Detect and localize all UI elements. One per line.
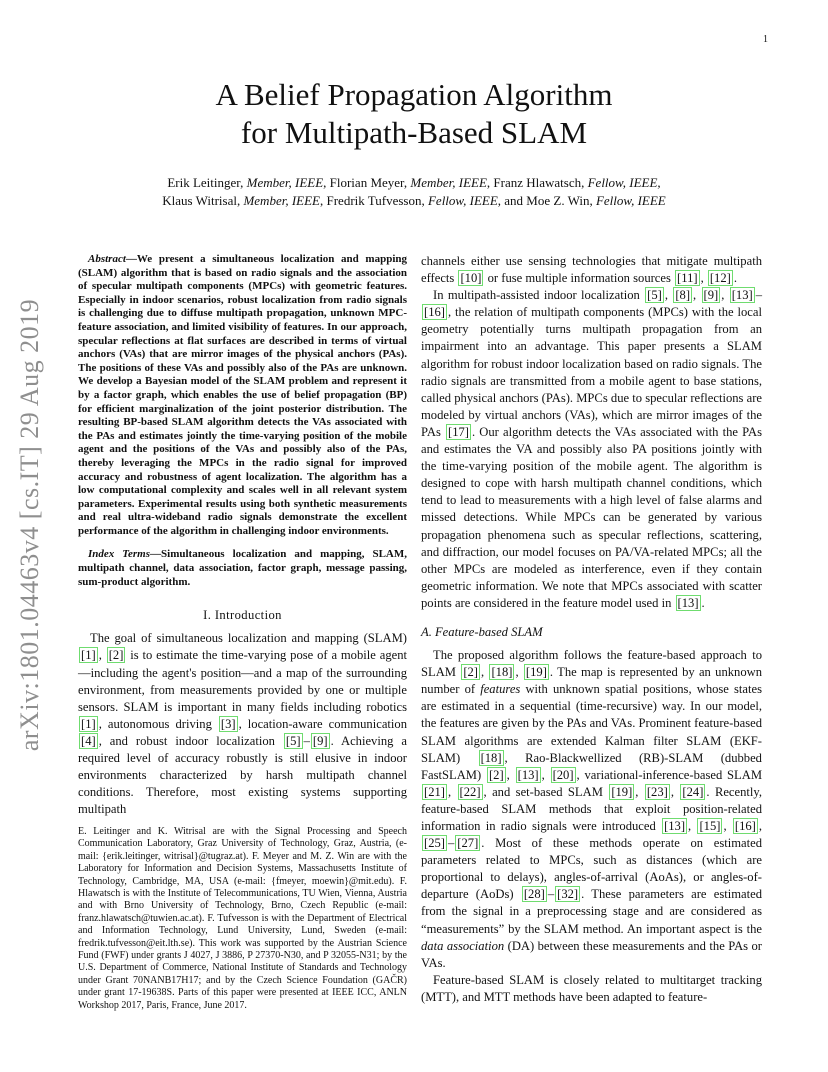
paragraph-text: – [755, 288, 762, 303]
citation-link[interactable]: [1] [81, 716, 96, 731]
citation-link[interactable]: [16] [734, 819, 756, 833]
paragraph-text: . The map is represented by an unknown number of [421, 665, 763, 697]
paragraph-text: is to estimate the time-varying pose of a mobile agent—including the agent's position—and a map of the surrounding environment, from measurements provided by one or multiple sensors. SLAM is important in many fields including robotics [78, 648, 407, 714]
arxiv-identifier-text: arXiv:1801.04463v4 [cs.IT] 29 Aug 2019 [15, 298, 44, 752]
abstract-text: —We present a simultaneous localization and mapping (SLAM) algorithm that is based on radio signals and the association of specular multipath components (MPCs) with geometric features. Especially in indoor scenarios, robust localization from radio signals is challenging due to diffuse multipath propagation, unknown MPC-feature association, and limited visibility of features. In our approach, specular reflections at flat surfaces are described in terms of virtual anchors (VAs) that are mirror images of the physical anchors (PAs). The positions of these VAs and possibly also of the PAs are unknown. We develop a Bayesian model of the SLAM problem and represent it by a factor graph, which enables the use of belief propagation (BP) for efficient marginalization of the joint posterior distribution. The resulting BP-based SLAM algorithm detects the VAs associated with the PAs and estimates jointly the time-varying position of the mobile agent and the positions of the VAs and possibly also of the PAs, thereby leveraging the MPCs in the radio signal for improved accuracy and robustness of agent localization. The algorithm has a low computational complexity and scales well in all relevant system parameters. Experimental results using both synthetic measurements and real ultra-wideband radio signals demonstrate the excellent performance of the algorithm in challenging indoor environments. [78, 253, 407, 537]
paragraph-text: The goal of simultaneous localization and mapping (SLAM) [90, 631, 407, 646]
citation-link[interactable]: [10] [460, 271, 482, 286]
right-paragraph-3 [421, 647, 762, 972]
citation-link[interactable]: [17] [448, 424, 469, 439]
paragraph-text: . These parameters are estimated from the signal in a preprocessing stage and are considered as “measurements” by the SLAM method. An important aspect is the [421, 887, 762, 936]
citation-link[interactable]: [2] [108, 648, 124, 663]
citation-link[interactable]: [20] [552, 767, 574, 782]
paragraph-text: . [733, 271, 737, 286]
citation-link[interactable]: [2] [488, 767, 504, 782]
author-name: Klaus Witrisal, [162, 193, 244, 208]
citation-link[interactable]: [9] [703, 288, 719, 303]
index-terms [78, 548, 407, 589]
author-line-2 [90, 192, 738, 210]
author-membership: Fellow, IEEE, [587, 175, 661, 190]
citation-link[interactable]: [25] [424, 836, 445, 851]
citation-link[interactable]: [15] [699, 819, 721, 833]
citation-link[interactable]: [11] [677, 271, 698, 286]
citation-link[interactable]: [19] [611, 784, 633, 799]
author-membership: Fellow, IEEE [595, 193, 666, 208]
paragraph-text: – [303, 733, 310, 748]
author-name: , and Moe Z. Win, [497, 193, 596, 208]
intro-paragraph-1 [78, 630, 407, 818]
author-name: Erik Leitinger, [167, 175, 247, 190]
paragraph-text: – [447, 836, 455, 851]
paragraph-text: , [723, 819, 732, 833]
paragraph-text: In multipath-assisted indoor localization [433, 288, 645, 303]
paragraph-text: or fuse multiple information sources [484, 271, 675, 286]
section-heading-introduction: I. Introduction [203, 608, 282, 623]
citation-link[interactable]: [32] [557, 887, 579, 902]
title-block [90, 76, 738, 210]
paragraph-text: (DA) between these measurements and the PAs or VAs. [421, 938, 762, 970]
citation-link[interactable]: [19] [525, 665, 547, 680]
citation-link[interactable]: [12] [709, 271, 731, 286]
citation-link[interactable]: [3] [220, 716, 236, 731]
paragraph-text: . Achieving a required level of accuracy robustly is still elusive in indoor environments characterized by harsh multipath channel conditions. Therefore, most existing systems supporting multipath [78, 733, 407, 817]
paragraph-text: – [547, 887, 555, 902]
citation-link[interactable]: [9] [312, 733, 328, 748]
paragraph-text: , [481, 665, 489, 680]
citation-link[interactable]: [4] [81, 733, 96, 748]
citation-link[interactable]: [1] [81, 648, 96, 663]
paragraph-text: with unknown spatial positions, whose states are estimated in a sequential (time-recursive) way. In our model, the features are given by the PAs and VAs. Prominent feature-based SLAM algorithms are extended Kalman filter SLAM (EKF-SLAM) [421, 682, 762, 765]
citation-link[interactable]: [13] [677, 595, 699, 610]
right-paragraph-4 [421, 972, 762, 1006]
author-membership: Fellow, IEEE [427, 193, 498, 208]
paragraph-text: , Rao-Blackwellized (RB)-SLAM (dubbed FastSLAM) [421, 750, 762, 782]
citation-link[interactable]: [13] [731, 288, 753, 303]
author-affiliation-footnote: E. Leitinger and K. Witrisal are with the Signal Processing and Speech Communication Laboratory, Graz University of Technology, Graz, Austria, (e-mail: {erik.leitinger, witrisal}@tugraz.at). F. Meyer and M. Z. Win are with the Laboratory for Information and Decision Systems, Massachusetts Institute of Technology, Cambridge, MA, USA (e-mail: {fmeyer, moewin}@mit.edu). F. Hlawatsch is with the Institute of Telecommunications, TU Wien, Vienna, Austria and with Brno University of Technology, Brno, Czech Republic (e-mail: franz.hlawatsch@tuwien.ac.at). F. Tufvesson is with the Department of Electrical and Information Technology, Lund University, Lund, Sweden (e-mail: fredrik.tufvesson@eit.lth.se). This work was supported by the Austrian Science Fund (FWF) under grants J 4027, J 3886, P 27370-N30, and P 32055-N31; by the U.S. Department of Commerce, National Institute of Standards and Technology under Grant 70NANB17H17; and by the Czech Science Foundation (GAČR) under grant 17-19638S. Parts of this paper were presented at IEEE ICC, ANLN Workshop 2017, Paris, France, June 2017. [78, 826, 407, 1011]
right-paragraph-2 [421, 287, 762, 612]
paragraph-text: , [98, 648, 106, 663]
citation-link[interactable]: [13] [664, 819, 686, 833]
arxiv-identifier-stamp [10, 290, 50, 760]
index-terms-label: Index Terms [88, 548, 151, 561]
citation-link[interactable]: [18] [491, 665, 513, 680]
title-line-2: for Multipath-Based SLAM [240, 115, 588, 150]
paragraph-text: , [664, 288, 673, 303]
paragraph-text: , the relation of multipath components (MPCs) with the local geometry potentially turns multipath propagation from an impairment into an advantage. This paper presents a SLAM algorithm for robust indoor localization based on radio signals. The radio signals are transmitted from a mobile agent to base stations, called physical anchors (PAs). MPCs due to specular reflections are modeled by virtual anchors (VAs), which are mirror images of the PAs [421, 305, 762, 439]
citation-link[interactable]: [8] [675, 288, 691, 303]
right-column [421, 253, 762, 1006]
title-line-1: A Belief Propagation Algorithm [215, 77, 613, 112]
paper-title [90, 76, 738, 152]
paragraph-text: , variational-inference-based SLAM [576, 767, 763, 782]
citation-link[interactable]: [21] [424, 784, 445, 799]
paragraph-text: , [700, 271, 707, 286]
abstract [78, 253, 407, 538]
author-line-1 [90, 174, 738, 192]
right-paragraph-1 [421, 253, 762, 287]
citation-link[interactable]: [18] [480, 750, 502, 765]
citation-link[interactable]: [28] [523, 887, 545, 902]
author-membership: Member, IEEE [410, 175, 487, 190]
paragraph-text: , [721, 288, 729, 303]
emphasized-term: data association [421, 938, 505, 953]
paragraph-text: , and robust indoor localization [98, 733, 283, 748]
paragraph-text: . Most of these methods operate on estimated parameters related to MPCs, such as distances (which are proportional to delays), angles-of-arrival (AoAs), or angles-of-departure (AoDs) [421, 836, 762, 902]
paragraph-text: . [701, 595, 705, 610]
citation-link[interactable]: [2] [463, 665, 478, 680]
citation-link[interactable]: [22] [459, 784, 481, 799]
paragraph-text: , autonomous driving [98, 716, 218, 731]
paragraph-text: , [693, 288, 701, 303]
paragraph-text: , [541, 767, 550, 782]
citation-link[interactable]: [16] [424, 305, 445, 320]
author-list [90, 174, 738, 210]
author-membership: Member, IEEE [246, 175, 324, 190]
paragraph-text: , [670, 784, 680, 799]
paragraph-text: , [515, 665, 523, 680]
subsection-heading-feature-slam: A. Feature-based SLAM [421, 624, 543, 639]
author-name: , Franz Hlawatsch, [486, 175, 588, 190]
page-number: 1 [763, 34, 768, 45]
citation-link[interactable]: [13] [517, 767, 539, 782]
paragraph-text: . Recently, feature-based SLAM methods that exploit position-related information in radio signals were introduced [421, 784, 763, 833]
citation-link[interactable]: [27] [457, 836, 479, 851]
author-name: , Fredrik Tufvesson, [319, 193, 428, 208]
paragraph-text: , [688, 819, 697, 833]
paragraph-text: , [635, 784, 644, 799]
citation-link[interactable]: [24] [682, 784, 704, 799]
paragraph-text: , and set-based SLAM [483, 784, 609, 799]
paragraph-text: channels either use sensing technologies that mitigate multipath effects [421, 254, 762, 286]
paragraph-text: , location-aware communication [238, 716, 408, 731]
paragraph-text: The proposed algorithm follows the feature-based approach to SLAM [421, 648, 762, 680]
abstract-label: Abstract [88, 253, 126, 265]
paragraph-text: . Our algorithm detects the VAs associated with the PAs and estimates the VA and possibly also PA positions jointly with the time-varying position of the mobile agent. The algorithm is designed to cope with harsh multipath channel conditions, which tend to lead to measurements with a high level of false alarms and missed detections. While MPCs can be generated by various propagation phenomena such as specular reflections, scattering, and diffraction, our model focuses on PA/VA-related MPCs; all the other MPCs are modeled as interference, even if they contain geometric information. We note that MPCs associated with scatter points are considered in the feature model used in [421, 424, 762, 610]
author-name: , Florian Meyer, [323, 175, 411, 190]
emphasized-term: features [480, 682, 521, 697]
index-terms-text: —Simultaneous localization and mapping, SLAM, multipath channel, data association, factor graph, message passing, sum-product algorithm. [78, 548, 407, 588]
citation-link[interactable]: [5] [285, 733, 301, 748]
paragraph-text: , [447, 784, 457, 799]
citation-link[interactable]: [23] [646, 784, 668, 799]
left-column [78, 253, 407, 818]
paragraph-text: Feature-based SLAM is closely related to multitarget tracking (MTT), and MTT methods have been adapted to feature- [421, 972, 762, 1004]
citation-link[interactable]: [5] [647, 288, 662, 303]
paragraph-text: , [758, 819, 763, 833]
author-membership: Member, IEEE [243, 193, 320, 208]
paragraph-text: , [506, 767, 515, 782]
